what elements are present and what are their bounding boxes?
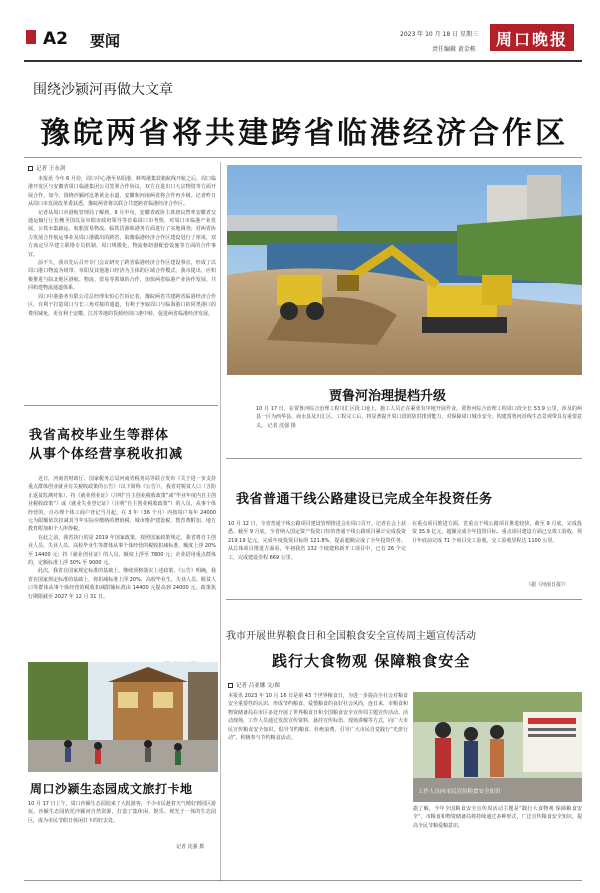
roads-source: （据《河南日报》） (526, 582, 569, 588)
grain-left: 本报讯 2023 年 10 月 16 日是第 43 个世界粮食日，为进一步提高全社会对粮食安全重要性的认识，形成节约粮食、爱惜粮食的良好社会风尚，连日来，市粮食和物资储备局在市区多处开展了世界粮食日和全国粮食安全宣传周主题宣传活动。活动现场，工作人员通过发放宣传资料、悬挂宣传标语、现场讲解等方式，向广大市民宣传粮食安全知识，倡导节约粮食、杜绝浪费，引导广大市民自觉践行“光盘行动”，积极参与节约粮食活动。 (228, 693, 408, 742)
grads-paragraph: 在此之前，我省执行的是 2019 年国家政策，按照国家政策规定，我省将自主创业人员、失业人员、高校毕业生等群体从事个体经营的税收扣减标准，额度上浮 20% 至 14400 元；持《就业创业证》的人员，额度上浮至 7800 元；企业招用重点群体的，定额标准上浮 30% 至 9000 元。 (28, 534, 216, 567)
lead-kicker: 围绕沙颍河再做大文章 (33, 82, 173, 98)
grain-byline (228, 681, 280, 689)
lead-paragraph: 记者从周口市港航管理局了解到，9 月中旬，安徽省政协主席唐良智率安徽省交通运输厅厅长鲍圣国以及阜阳市政府领导等莅临周口市考察，对周口市临港产业发展、公铁水集疏运、航船贸易物流、临铁货源和港务方面进行了实地调查；对两省协力发展合作航运事业及周口港做出的跨省、皖豫临港经济合作区建设进行了座谈，双方商定尽早建立联络专员机制、周口规模化、物流枢纽港配套设施等方面的合作事宜。 (28, 209, 216, 258)
page-header (0, 0, 600, 64)
photo-note: 10 月 17 日，在贾鲁河综合治理工程川汇区段工地上，施工人员正在紧张有序地开展作业。贾鲁河综合治理工程周口段全长 53.9 公里，涉及的两县一区为西华县、商水县及川汇区。工程完工后，将显著提升周口段的防洪排涝能力，对保障周口城市安全、构建贾鲁河沿线生态景观带具有重要意义。 记者 沈强 摄 (256, 406, 582, 429)
section-marker-icon (26, 30, 36, 44)
roads-title: 我省普通干线公路建设已完成全年投资任务 (236, 492, 493, 507)
lead-title: 豫皖两省将共建跨省临港经济合作区 (40, 116, 568, 151)
grain-title: 践行大食物观 保障粮食安全 (272, 652, 471, 670)
issue-date: 2023 年 10 月 18 日 星期三 (400, 31, 478, 38)
tour-credit: 记者 沈强 摄 (176, 844, 205, 850)
lead-byline (28, 164, 65, 172)
roads-rule (226, 599, 582, 600)
editor-credit: 责任编辑 黄金栋 (432, 46, 476, 53)
grads-body (28, 475, 216, 661)
column-divider (220, 162, 221, 882)
tour-text: 10 月 17 日上午，周口沙颍生态园迎来了大批游客，不少市民趁着天气晴好到园区游玩。沙颍生态园依托沙颍河自然资源，打造了集休闲、娱乐、观光于一体的生态园区，成为市民节假日休闲打卡的好去处。 (28, 801, 216, 824)
square-bullet-icon (228, 683, 233, 688)
lead-paragraph: 前不久，我市先后召开专门会议研究了跨省临港经济合作区建设事宜，形成了以周口港口物流为纽带、阜阳及其他港口经济为主体的区域合作模式。我市提出，应积极推进与皖北地区港航、物流、贸易等领域的合作，加快两省临港产业协作发展、共同构建物流通道体系。 (28, 260, 216, 292)
grain-event-photo (413, 692, 582, 802)
lead-rule (24, 157, 582, 158)
brand-name: 周口晚报 (495, 30, 568, 49)
grain-right: 据了解，今年全国粮食安全宣传周活动主题是“践行大食物观 保障粮食安全”，市粮食和物资储备局将持续通过多种形式，广泛宣传粮食安全知识，提高全民节粮爱粮意识。 (413, 806, 582, 829)
photo-caption: 贾鲁河治理提档升级 (329, 389, 447, 404)
header-rule (24, 60, 582, 62)
page-bottom-rule (24, 880, 582, 881)
lead-byline-text: 记者 王永剑 (36, 166, 66, 172)
lead-photo-rule (226, 458, 582, 459)
roads-right: 在重点项目推进方面，省重点干线公路项目推进较快，截至 9 月底，完成投资 35.9 亿元，超额完成全年投资目标。重点项目建设方面已交竣工验收，预计年底前完成 71 个项目交工验收，交工验收里程达 1100 公里。 (412, 521, 582, 544)
grain-byline-text: 记者 吕亚娜 文/图 (236, 683, 280, 689)
section-name: 要闻 (90, 32, 121, 50)
lead-body (28, 175, 216, 397)
grads-title-line1: 我省高校毕业生等群体 (29, 428, 170, 443)
tour-title: 周口沙颍生态园成文旅打卡地 (30, 782, 193, 796)
lead-paragraph: 本报讯 今年 6 月份，周口中心港至阜阳港、蚌埠港集装箱航线开航之后，周口临港开发区与安徽省周口临港集团公司签署合作协议，双方在进出口大宗物资等方面开展合作。如今，围绕沙颍河这条黄金水道，安徽和河南两省将合作再升级。记者昨日从周口市发展改革委获悉，豫皖两省将以联合共建跨省临港经济合作区。 (28, 176, 216, 208)
ecopark-photo (28, 662, 218, 772)
grads-rule (24, 405, 218, 406)
page-number: A2 (43, 29, 68, 49)
lead-paragraph: 周口中港港务有限公司总经理朱恒心告诉记者，豫皖两省共建跨省临港经济合作区，有利于打造周口与长三角对接的通道，有利于争取周口与临海港口的同类港口的费用减免，更有利于安徽、江苏等地的货源经周口港中转，促进两省临港经济发展。 (28, 293, 216, 317)
grain-kicker: 我市开展世界粮食日和全国粮食安全宣传周主题宣传活动 (226, 631, 476, 642)
square-bullet-icon (28, 166, 33, 171)
grain-photo-caption: 工作人员向市民宣传粮食安全知识 (418, 789, 501, 795)
grads-title-line2: 从事个体经营享税收扣减 (29, 447, 184, 462)
grads-paragraph: 此次，我省在国家规定标准的基础上，继续顶格落实上述政策，《公告》明确，我省在国家规定标准的基础上，将扣减标准上浮 20%，高校毕业生、失业人员、脱贫人口等群体从事个体经营的税收扣减限额标准由 14400 元提高到 24000 元，政策执行期限截至 2027 年 12 月 31 日。 (28, 568, 216, 600)
roads-left: 10 月 12 日，全省普通干线公路项目建设管理推进会在周口召开。记者在会上获悉，截至 9 月底，全省纳入国定资产投资口径的普通干线公路项目累计完成投资 219.19 亿元，完成年度投资目标的 121.8%，提前超额完成了全年投资任务。从总体项目推进方面看，年初我省 132 个续建和新开工项目中，已有 26 个完工，完成建设里程 669 公里。 (228, 521, 406, 561)
river-works-photo (227, 165, 582, 375)
grads-paragraph: 近日，河南省财政厅、国家税务总局河南省税务局等联合发布《关于进一步支持重点群体创业就业有关税收政策的公告》（以下简称《公告》），我省对脱贫人口（含防止返贫监测对象）、持《就业创业证》（注明“自主创业税收政策”或“毕业年度内自主创业税收政策”）或《就业失业登记证》（注明“自主创业税收政策”）的人员，从事个体经营的，自办理个体工商户登记当月起，在 3 年（36 个月）内按每户每年 24000 元为限额依次扣减其当年实际应缴纳的增值税、城市维护建设税、教育费附加、地方教育附加和个人所得税。 (28, 476, 216, 533)
